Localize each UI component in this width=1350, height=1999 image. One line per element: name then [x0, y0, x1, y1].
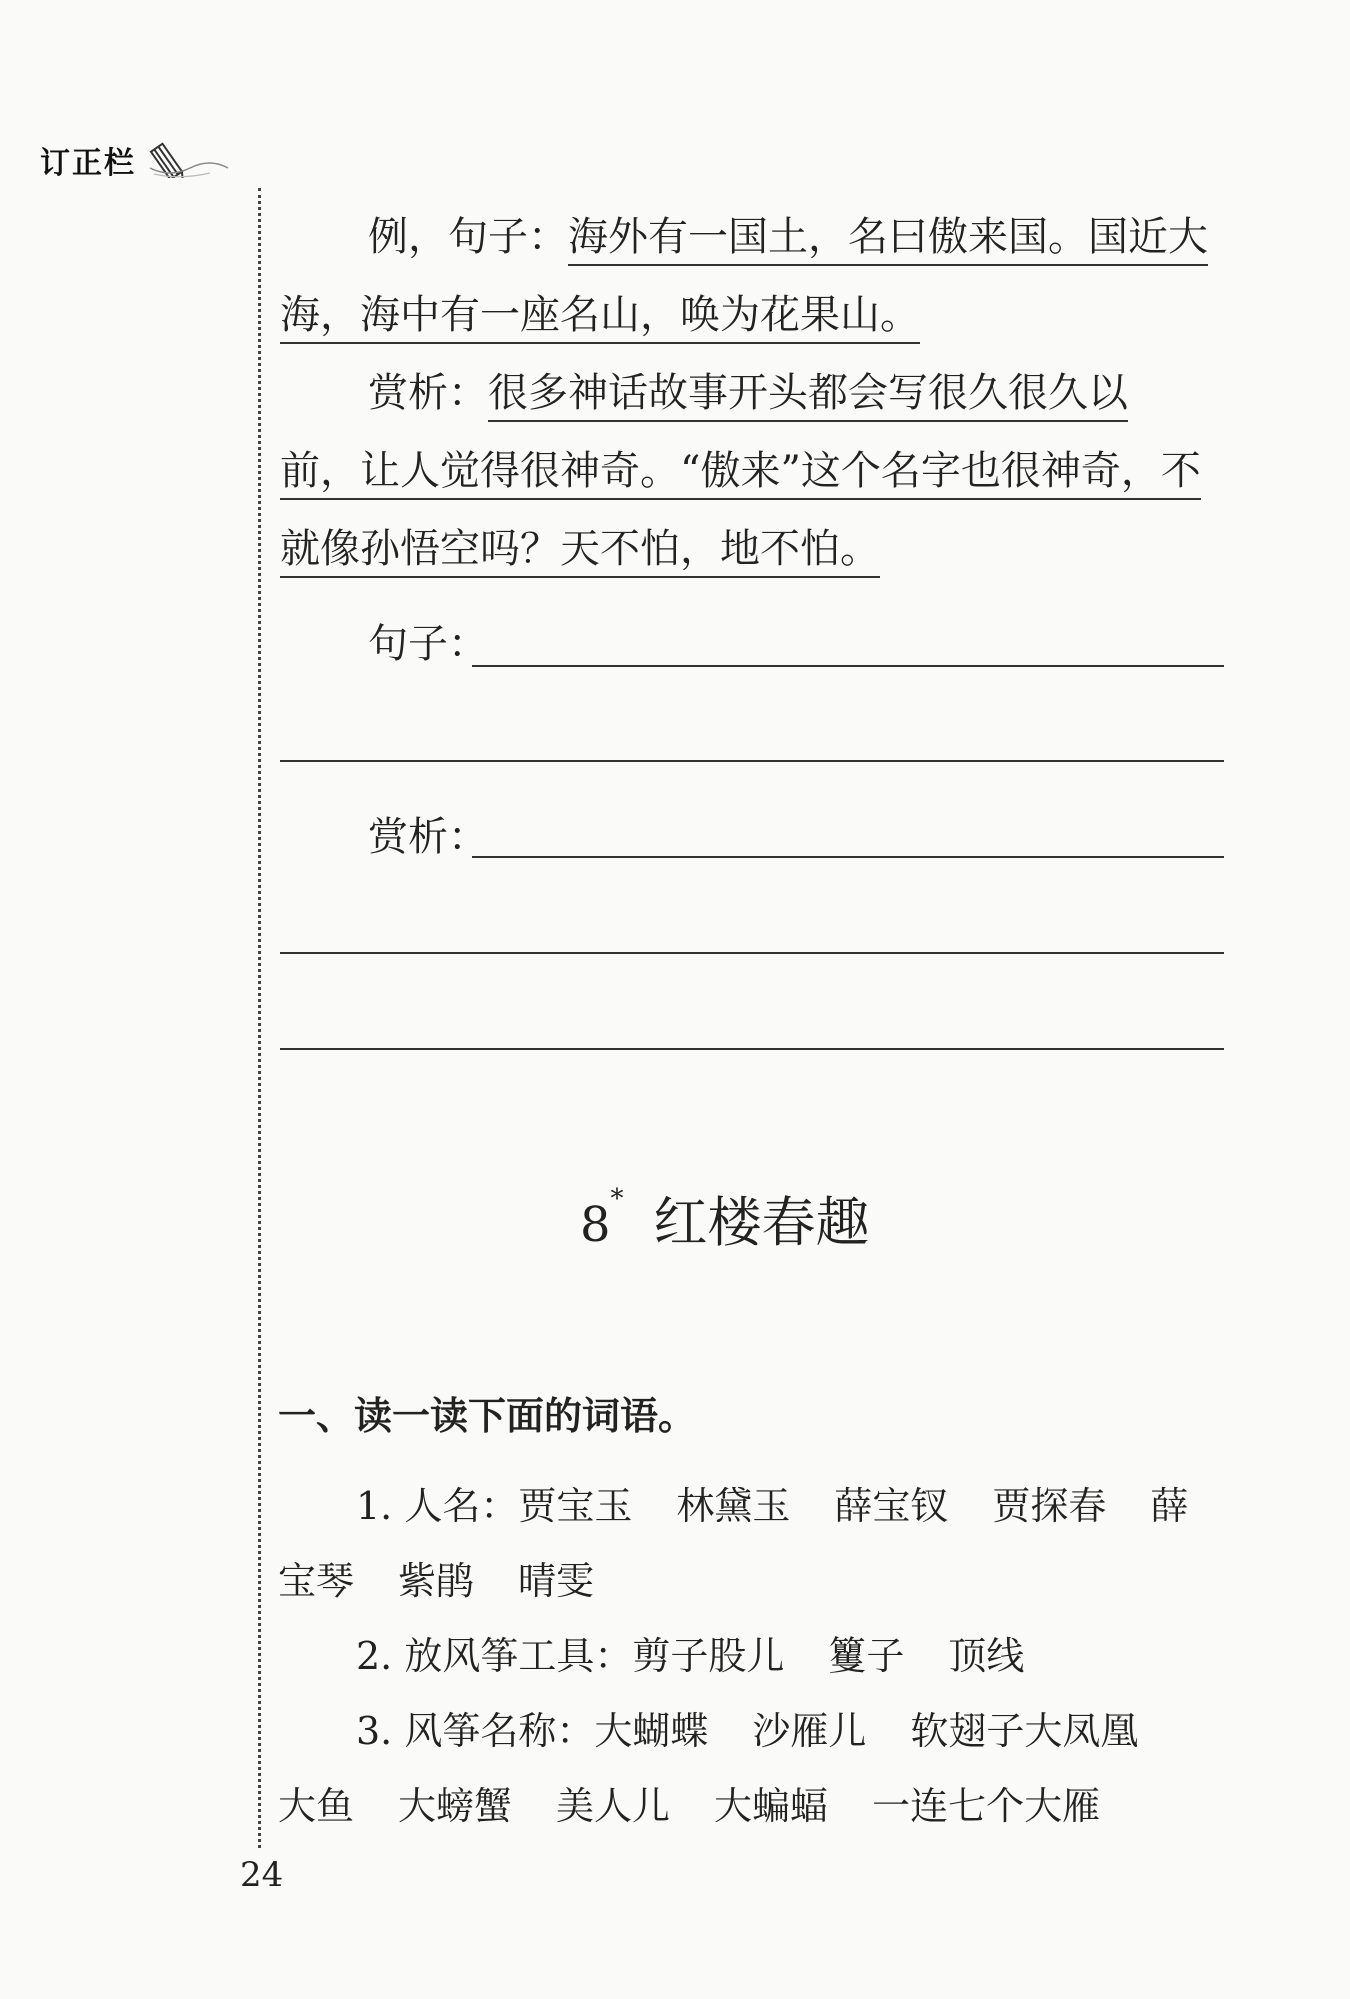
vocab-word: 籰子 — [828, 1634, 905, 1678]
vocab-word: 大螃蟹 — [398, 1784, 513, 1828]
analysis-answer-blank[interactable] — [280, 1048, 1224, 1050]
example-analysis-line3 — [280, 517, 880, 574]
example-prefix: 例，句子： — [368, 214, 568, 260]
vocab-label: 1. 人名： — [356, 1484, 519, 1528]
example-analysis-line1 — [368, 361, 1128, 418]
vocab-word: 顶线 — [948, 1634, 1025, 1678]
page-number: 24 — [240, 1855, 284, 1895]
vocab-word: 贾探春 — [992, 1484, 1107, 1528]
correction-column-header — [40, 128, 230, 182]
vocab-word: 大鱼 — [278, 1784, 355, 1828]
sentence-answer-blank[interactable] — [472, 665, 1224, 667]
example-sentence-text: 海外有一国土，名曰傲来国。国近大 — [568, 214, 1208, 266]
pencil-icon — [140, 128, 230, 182]
analysis-prefix: 赏析： — [368, 370, 488, 416]
vocab-item-1 — [356, 1475, 1188, 1530]
example-sentence-line2 — [280, 283, 920, 340]
margin-divider — [258, 188, 261, 1848]
lesson-title — [580, 1180, 870, 1257]
vocab-item-1-cont — [278, 1550, 594, 1605]
vocab-word: 晴雯 — [518, 1559, 595, 1603]
analysis-answer-blank[interactable] — [472, 856, 1224, 858]
vocab-word: 薛宝钗 — [834, 1484, 949, 1528]
analysis-text: 就像孙悟空吗？天不怕，地不怕。 — [280, 526, 880, 578]
example-analysis-line2 — [280, 439, 1201, 496]
vocab-word: 薛 — [1150, 1484, 1189, 1528]
vocab-label: 3. 风筝名称： — [356, 1709, 595, 1753]
analysis-label: 赏析： — [368, 814, 488, 860]
vocab-word: 贾宝玉 — [518, 1484, 633, 1528]
vocab-word: 软翅子大凤凰 — [910, 1709, 1139, 1753]
analysis-text: 很多神话故事开头都会写很久很久以 — [488, 370, 1128, 422]
vocab-item-2 — [356, 1625, 1024, 1680]
analysis-answer-blank[interactable] — [280, 952, 1224, 954]
vocab-word: 一连七个大雁 — [872, 1784, 1101, 1828]
vocab-label: 2. 放风筝工具： — [356, 1634, 633, 1678]
lesson-name: 红楼春趣 — [653, 1191, 870, 1254]
vocab-word: 沙雁儿 — [752, 1709, 867, 1753]
vocab-word: 大蝙蝠 — [714, 1784, 829, 1828]
example-sentence-text: 海，海中有一座名山，唤为花果山。 — [280, 292, 920, 344]
vocab-word: 紫鹃 — [398, 1559, 475, 1603]
correction-column-label: 订正栏 — [40, 146, 136, 181]
vocab-item-3 — [356, 1700, 1138, 1755]
vocab-word: 剪子股儿 — [632, 1634, 785, 1678]
vocab-word: 美人儿 — [556, 1784, 671, 1828]
sentence-label: 句子： — [368, 621, 488, 667]
lesson-star: * — [610, 1184, 624, 1214]
section-heading: 一、读一读下面的词语。 — [278, 1394, 697, 1438]
vocab-word: 宝琴 — [278, 1559, 355, 1603]
analysis-text: 前，让人觉得很神奇。“傲来”这个名字也很神奇，不 — [280, 448, 1201, 500]
vocab-item-3-cont — [278, 1775, 1100, 1830]
vocab-word: 林黛玉 — [676, 1484, 791, 1528]
example-sentence-line1 — [368, 205, 1208, 262]
lesson-number: 8 — [580, 1197, 611, 1253]
sentence-answer-blank[interactable] — [280, 760, 1224, 762]
vocab-word: 大蝴蝶 — [594, 1709, 709, 1753]
